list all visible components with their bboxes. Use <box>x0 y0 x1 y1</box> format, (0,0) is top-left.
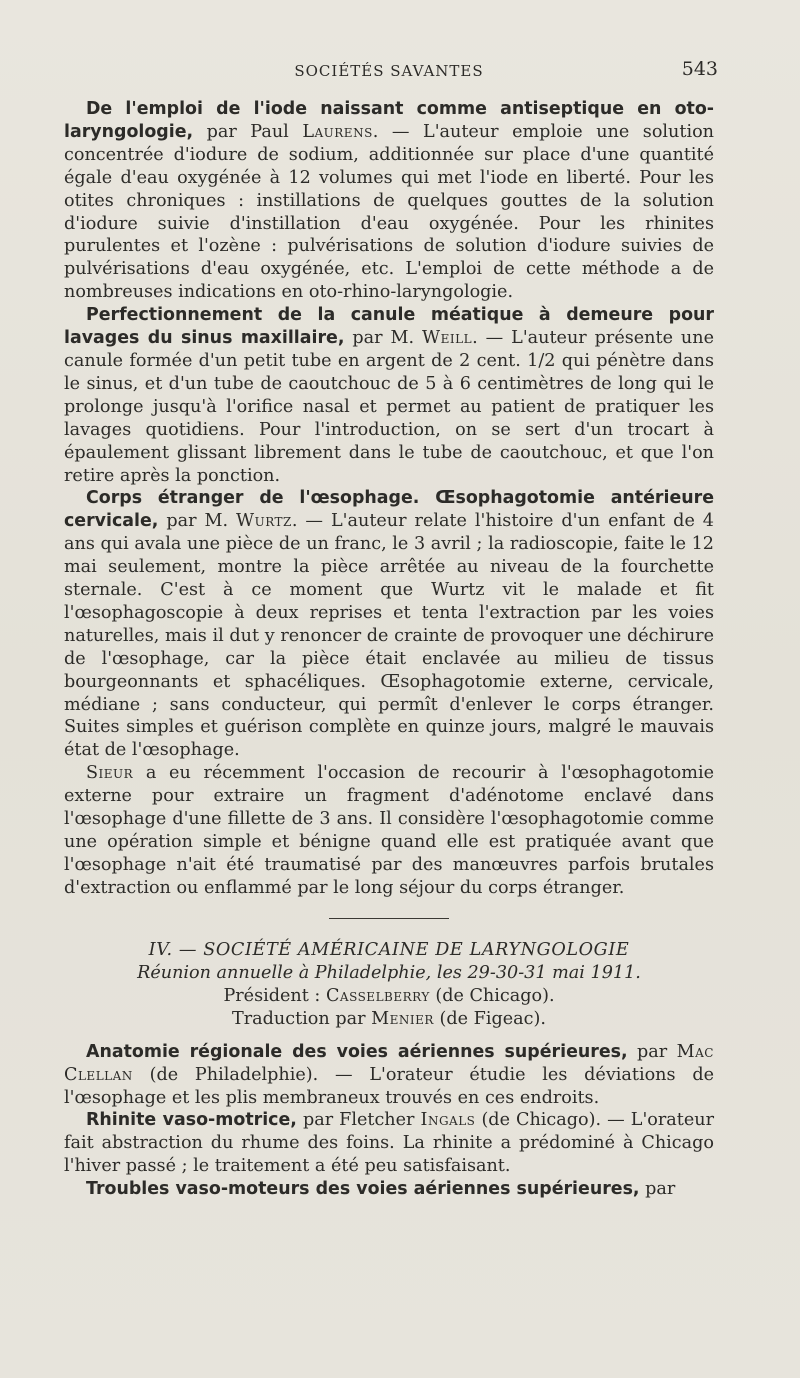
article-by: par Fletcher <box>296 1110 421 1131</box>
article-iode <box>64 98 714 304</box>
article-text: (de Philadelphie). — L'orateur étudie les déviations de l'œsophage et les plis membraneux trouvés en ces endroits. <box>64 1064 714 1108</box>
article-anatomie <box>64 1041 714 1110</box>
article-text: . — L'auteur emploie une solution concentrée d'iodure de sodium, additionnée sur place d'une quantité égale d'eau oxygénée à 12 volumes qui met l'iode en liberté. Pour les otites chroniques : instillations de quelques gouttes de la solution d'iodure suivie d'instillation d'eau oxygénée. Pour les rhinites purulentes et l'ozène : pulvérisations de solution d'iodure suivies de pulvérisations d'eau oxygénée, etc. L'emploi de cette méthode a de nombreuses indications en oto-rhino-laryngologie. <box>64 121 714 303</box>
article-oesophage <box>64 487 714 762</box>
article-by: par <box>627 1041 677 1062</box>
president-name: Casselberry <box>325 985 430 1006</box>
article-text: . — L'auteur présente une canule formée d'un petit tube en argent de 2 cent. 1/2 qui pénètre dans le sinus, et d'un tube de caoutchouc de 5 à 6 centimètres de long qui le prolonge jusqu'à l'orifice nasal et permet au patient de pratiquer les lavages quotidiens. Pour l'introduction, on se sert d'un trocart à épaulement glissant librement dans le tube de caoutchouc, et que l'on retire après la ponction. <box>64 328 714 486</box>
article-body <box>64 98 714 1201</box>
article-author: Laurens <box>302 121 373 142</box>
article-title: Rhinite vaso-motrice, <box>86 1110 297 1131</box>
section-translation <box>64 1008 714 1031</box>
article-by: par <box>639 1179 676 1200</box>
article-text: (de Chicago). — L'orateur fait abstraction du rhume des foins. La rhinite a prédominé à Chicago l'hiver passé ; le traitement a été peu satisfaisant. <box>64 1110 714 1177</box>
page-number: 543 <box>681 58 718 80</box>
president-prefix: Président : <box>223 985 326 1006</box>
section-divider <box>329 918 449 919</box>
article-canule <box>64 304 714 487</box>
translation-suffix: (de Figeac). <box>433 1008 546 1029</box>
article-title: Corps étranger de l'œsophage. Œsophagotomie antérieure cervicale, <box>64 488 714 532</box>
section-heading <box>64 939 714 1031</box>
article-title: Perfectionnement de la canule méatique à demeure pour lavages du sinus maxillaire, <box>64 305 714 349</box>
article-author: Sieur <box>86 763 134 784</box>
article-author: Ingals <box>420 1110 476 1131</box>
article-title: Anatomie régionale des voies aériennes supérieures, <box>86 1041 628 1062</box>
running-head: SOCIÉTÉS SAVANTES <box>294 62 484 80</box>
article-troubles <box>64 1178 714 1201</box>
article-text: a eu récemment l'occasion de recourir à l'œsophagotomie externe pour extraire un fragment d'adénotome enclavé dans l'œsophage d'une fillette de 3 ans. Il considère l'œsophagotomie comme une opération simple et bénigne quand elle est pratiquée avant que l'œsophage n'ait été traumatisé par des manœuvres parfois brutales d'extraction ou enflammé par le long séjour du corps étranger. <box>64 763 714 898</box>
article-author: Weill <box>422 328 473 349</box>
article-rhinite <box>64 1109 714 1178</box>
article-by: par Paul <box>193 121 303 142</box>
article-by: par M. <box>344 328 423 349</box>
president-suffix: (de Chicago). <box>429 985 555 1006</box>
article-author: Wurtz <box>236 511 292 532</box>
article-text: . — L'auteur relate l'histoire d'un enfant de 4 ans qui avala une pièce de un franc, le 3 avril ; la radioscopie, faite le 12 mai seulement, montre la pièce arrêtée au niveau de la fourchette sternale. C'est à ce moment que Wurtz vit le malade et fit l'œsophagoscopie à deux reprises et tenta l'extraction par les voies naturelles, mais il dut y renoncer de crainte de provoquer une déchirure de l'œsophage, car la pièce était enclavée au milieu de tissus bourgeonnants et sphacéliques. Œsophagotomie externe, cervicale, médiane ; sans conducteur, qui permît d'enlever le corps étranger. Suites simples et guérison complète en quinze jours, malgré le mauvais état de l'œsophage. <box>64 511 715 761</box>
section-president <box>64 985 714 1008</box>
article-author: Mac Clellan <box>64 1041 714 1085</box>
article-title: De l'emploi de l'iode naissant comme antiseptique en oto-laryngologie, <box>64 99 714 142</box>
section-meeting: Réunion annuelle à Philadelphie, les 29-30-31 mai 1911. <box>137 962 641 983</box>
section-title: IV. — SOCIÉTÉ AMÉRICAINE DE LARYNGOLOGIE <box>148 939 630 960</box>
page-header <box>64 58 718 84</box>
translator-name: Menier <box>371 1008 434 1029</box>
article-sieur <box>64 762 714 899</box>
translation-prefix: Traduction par <box>232 1008 372 1029</box>
article-by: par M. <box>158 511 237 532</box>
article-title: Troubles vaso-moteurs des voies aériennes supérieures, <box>86 1179 640 1200</box>
